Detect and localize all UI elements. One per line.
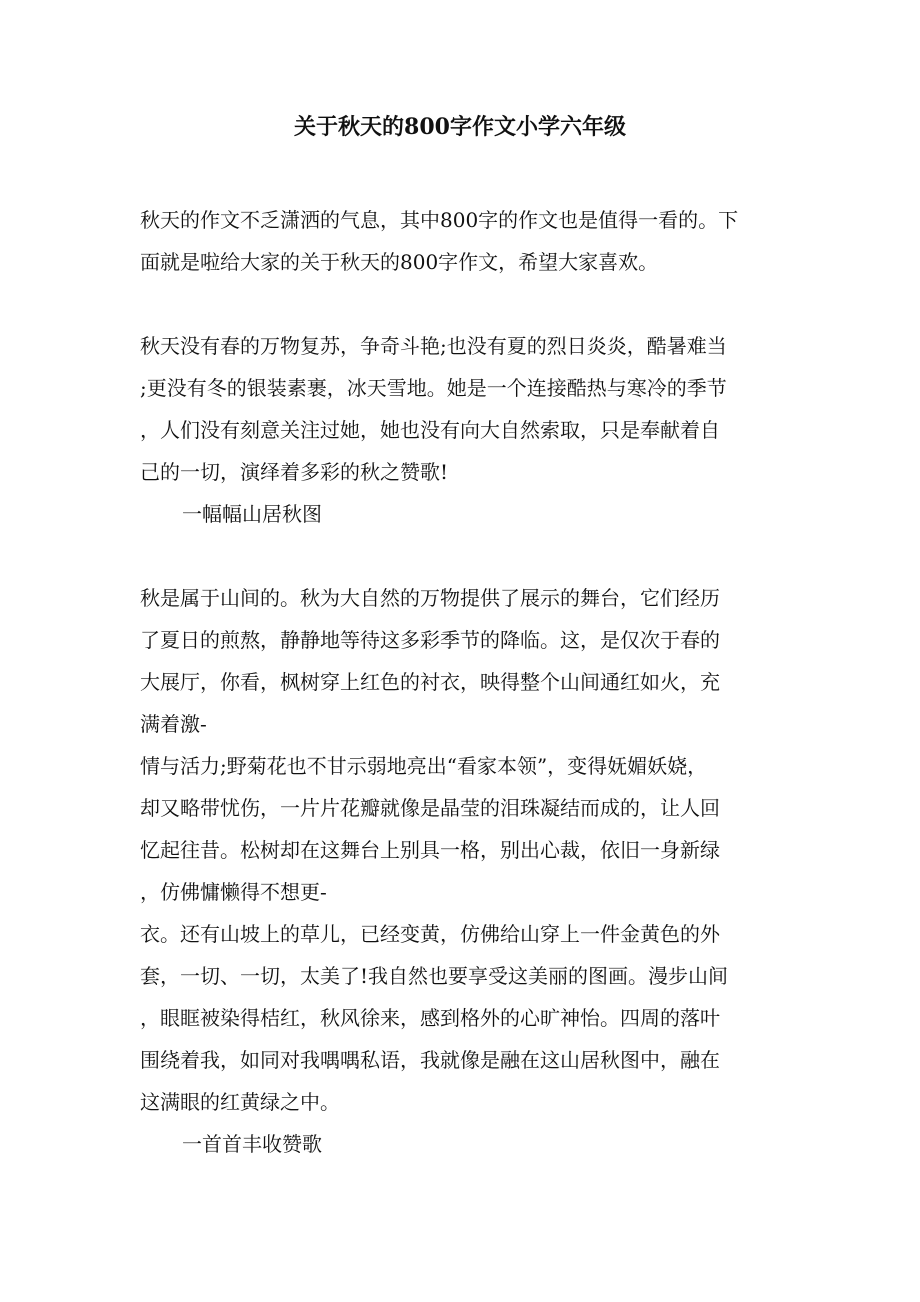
section-heading: 一首首丰收赞歌 [182,1132,322,1156]
paragraph-line: 大展厅，你看，枫树穿上红色的衬衣，映得整个山间通红如火，充 [140,670,720,694]
paragraph-line: 秋天没有春的万物复苏，争奇斗艳;也没有夏的烈日炎炎，酷暑难当 [140,334,727,358]
paragraph-line: 忆起往昔。松树却在这舞台上别具一格，别出心裁，依旧一身新绿 [140,838,720,862]
section-heading: 一幅幅山居秋图 [182,502,322,526]
paragraph-line: 却又略带忧伤，一片片花瓣就像是晶莹的泪珠凝结而成的，让人回 [140,796,720,820]
paragraph-line: 秋是属于山间的。秋为大自然的万物提供了展示的舞台，它们经历 [140,586,720,610]
paragraph-line: 情与活力;野菊花也不甘示弱地亮出“看家本领”，变得妩媚妖娆， [140,754,708,778]
paragraph-line: ，人们没有刻意关注过她，她也没有向大自然索取，只是奉献着自 [140,418,720,442]
paragraph-line: ，眼眶被染得桔红，秋风徐来，感到格外的心旷神怡。四周的落叶 [140,1006,720,1030]
paragraph-line: 面就是啦给大家的关于秋天的800字作文，希望大家喜欢。 [140,250,659,274]
paragraph-line: 衣。还有山坡上的草儿，已经变黄，仿佛给山穿上一件金黄色的外 [140,922,720,946]
paragraph-line: 了夏日的煎熬，静静地等待这多彩季节的降临。这，是仅次于春的 [140,628,720,652]
paragraph-line: 秋天的作文不乏潇洒的气息，其中800字的作文也是值得一看的。下 [140,208,739,232]
paragraph-line: 套，一切、一切，太美了!我自然也要享受这美丽的图画。漫步山间 [140,964,729,988]
paragraph-line: 围绕着我，如同对我喁喁私语，我就像是融在这山居秋图中，融在 [140,1048,720,1072]
paragraph-line: ，仿佛慵懒得不想更- [140,880,327,904]
document-title: 关于秋天的800字作文小学六年级 [294,114,626,140]
paragraph-line: 这满眼的红黄绿之中。 [140,1090,340,1114]
paragraph-line: 满着激- [140,712,207,736]
paragraph-line: 己的一切，演绎着多彩的秋之赞歌! [140,460,449,484]
paragraph-line: ;更没有冬的银装素裹，冰天雪地。她是一个连接酷热与寒冷的季节 [140,376,727,400]
